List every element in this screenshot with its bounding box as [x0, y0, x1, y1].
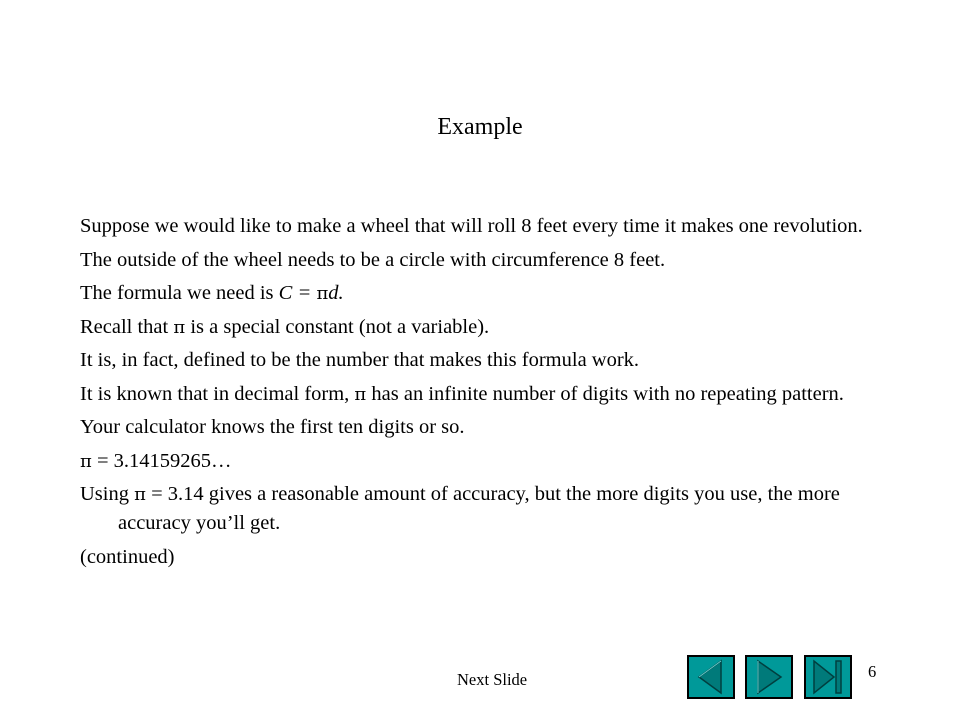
pi-symbol: π	[316, 283, 329, 304]
next-slide-icon	[747, 657, 791, 697]
last-slide-icon	[806, 657, 850, 697]
paragraph-decimal-form	[80, 380, 880, 409]
first-slide-icon	[689, 657, 733, 697]
pi-symbol: π	[80, 450, 92, 472]
paragraph-formula	[80, 279, 880, 308]
next-slide-link[interactable]: Next Slide	[457, 670, 528, 689]
paragraph-pi-value	[80, 447, 880, 476]
formula-d-text: d.	[328, 282, 344, 304]
recall-suffix-text: is a special constant (not a variable).	[185, 315, 490, 338]
pi-value-text: = 3.14159265…	[91, 449, 232, 472]
decimal-suffix-text: has an infinite number of digits with no repeating pattern.	[366, 382, 844, 405]
slide-title: Example	[437, 114, 523, 140]
slide-body	[80, 212, 880, 576]
paragraph-defined: It is, in fact, defined to be the number that makes this formula work.	[80, 349, 640, 371]
last-slide-button[interactable]	[804, 655, 852, 699]
pi-symbol: π	[354, 383, 367, 405]
next-slide-button[interactable]	[745, 655, 793, 699]
paragraph-calculator: Your calculator knows the first ten digits or so.	[80, 416, 465, 438]
paragraph-recall-pi	[80, 313, 880, 342]
first-slide-button[interactable]	[687, 655, 735, 699]
formula-c-text: C =	[278, 282, 317, 304]
accuracy-prefix-text: Using	[80, 483, 135, 505]
pi-symbol: π	[173, 316, 186, 338]
page-number: 6	[868, 662, 877, 681]
pi-symbol: π	[134, 484, 146, 505]
paragraph-continued: (continued)	[80, 545, 175, 568]
paragraph-circumference: The outside of the wheel needs to be a circle with circumference 8 feet.	[80, 248, 666, 271]
decimal-prefix-text: It is known that in decimal form,	[80, 382, 355, 405]
paragraph-accuracy	[80, 480, 880, 538]
recall-prefix-text: Recall that	[80, 315, 174, 338]
formula-intro-text: The formula we need is	[80, 282, 279, 304]
accuracy-suffix-text: = 3.14 gives a reasonable amount of accuracy, but the more digits you use, the more accuracy you’ll get.	[118, 483, 840, 534]
paragraph-wheel-intro: Suppose we would like to make a wheel that will roll 8 feet every time it makes one revolution.	[80, 215, 863, 237]
